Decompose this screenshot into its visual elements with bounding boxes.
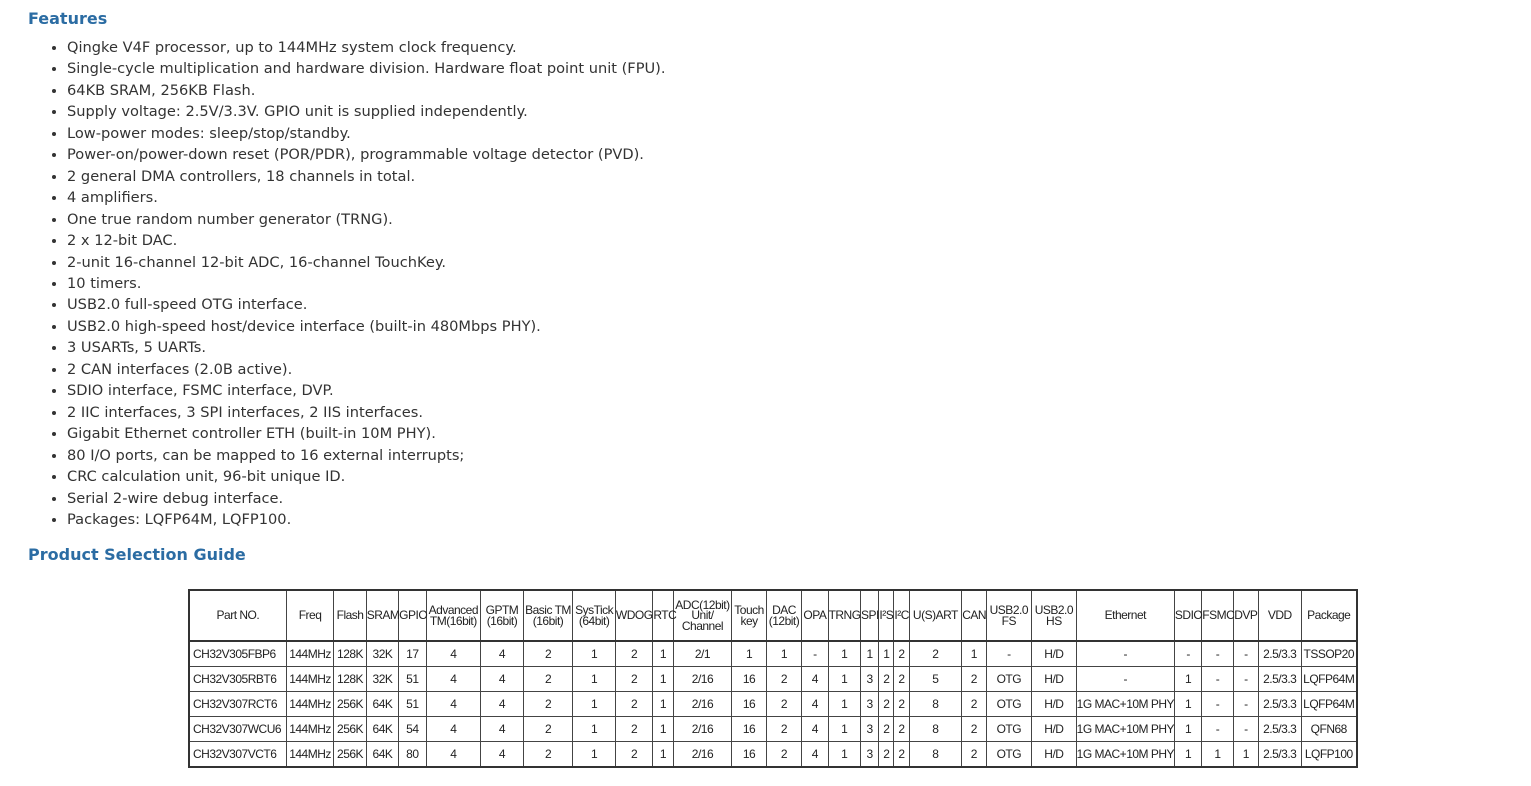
table-cell: 1 bbox=[1233, 742, 1258, 768]
table-cell: H/D bbox=[1032, 717, 1077, 742]
table-cell: - bbox=[802, 641, 828, 667]
column-header: Freq bbox=[286, 590, 334, 641]
column-header: CAN bbox=[962, 590, 986, 641]
table-cell: OTG bbox=[986, 692, 1032, 717]
table-cell: 2 bbox=[962, 717, 986, 742]
table-cell: 2 bbox=[894, 717, 909, 742]
feature-item: • 2 x 12-bit DAC. bbox=[67, 230, 666, 251]
table-cell: 2 bbox=[879, 692, 894, 717]
table-cell: 1 bbox=[732, 641, 766, 667]
table-cell: OTG bbox=[986, 717, 1032, 742]
column-header: TRNG bbox=[828, 590, 860, 641]
feature-item: • Power-on/power-down reset (POR/PDR), programmable voltage detector (PVD). bbox=[67, 144, 666, 165]
table-cell: - bbox=[986, 641, 1032, 667]
feature-item: • Gigabit Ethernet controller ETH (built-in 10M PHY). bbox=[67, 423, 666, 444]
table-cell: 1 bbox=[1174, 717, 1201, 742]
table-cell: 3 bbox=[860, 667, 878, 692]
table-cell: 3 bbox=[860, 742, 878, 768]
table-cell: H/D bbox=[1032, 742, 1077, 768]
table-cell: 2/1 bbox=[673, 641, 732, 667]
part-number-cell: CH32V307WCU6 bbox=[189, 717, 286, 742]
table-cell: 2.5/3.3 bbox=[1258, 667, 1301, 692]
table-cell: 1 bbox=[962, 641, 986, 667]
table-cell: QFN68 bbox=[1301, 717, 1357, 742]
table-cell: 8 bbox=[909, 717, 962, 742]
feature-item: • Qingke V4F processor, up to 144MHz system clock frequency. bbox=[67, 37, 666, 58]
table-cell: 1 bbox=[573, 692, 616, 717]
column-header: Advanced TM(16bit) bbox=[426, 590, 481, 641]
table-cell: 1 bbox=[573, 641, 616, 667]
table-cell: 1 bbox=[1174, 692, 1201, 717]
table-cell: 2 bbox=[615, 717, 652, 742]
table-cell: 128K bbox=[334, 667, 366, 692]
table-cell: 1 bbox=[1174, 742, 1201, 768]
table-cell: 2 bbox=[879, 667, 894, 692]
table-cell: OTG bbox=[986, 742, 1032, 768]
table-cell: 2 bbox=[523, 667, 573, 692]
table-cell: 3 bbox=[860, 692, 878, 717]
table-cell: 144MHz bbox=[286, 641, 334, 667]
column-header: Package bbox=[1301, 590, 1357, 641]
table-cell: 2.5/3.3 bbox=[1258, 717, 1301, 742]
table-cell: 4 bbox=[426, 742, 481, 768]
table-cell: 4 bbox=[481, 667, 524, 692]
part-number-cell: CH32V305RBT6 bbox=[189, 667, 286, 692]
table-row bbox=[189, 742, 1357, 768]
feature-item: • 4 amplifiers. bbox=[67, 187, 666, 208]
table-cell: 1 bbox=[653, 742, 673, 768]
column-header: SDIO bbox=[1174, 590, 1201, 641]
table-cell: 64K bbox=[366, 717, 398, 742]
table-cell: 256K bbox=[334, 717, 366, 742]
table-cell: 2 bbox=[962, 692, 986, 717]
table-cell: 2 bbox=[962, 742, 986, 768]
table-cell: 128K bbox=[334, 641, 366, 667]
feature-item: • 2 general DMA controllers, 18 channels in total. bbox=[67, 166, 666, 187]
feature-item: • 10 timers. bbox=[67, 273, 666, 294]
table-cell: - bbox=[1202, 717, 1233, 742]
table-cell: 2 bbox=[766, 742, 801, 768]
table-cell: 1 bbox=[879, 641, 894, 667]
part-number-cell: CH32V307VCT6 bbox=[189, 742, 286, 768]
table-cell: 2 bbox=[523, 692, 573, 717]
table-cell: 5 bbox=[909, 667, 962, 692]
table-cell: - bbox=[1233, 717, 1258, 742]
table-cell: 2 bbox=[523, 742, 573, 768]
table-cell: 16 bbox=[732, 667, 766, 692]
table-cell: 1G MAC+10M PHY bbox=[1076, 717, 1174, 742]
table-cell: 4 bbox=[426, 667, 481, 692]
table-cell: 1 bbox=[653, 692, 673, 717]
feature-item: • Serial 2-wire debug interface. bbox=[67, 488, 666, 509]
table-cell: 1 bbox=[1202, 742, 1233, 768]
table-cell: H/D bbox=[1032, 667, 1077, 692]
column-header: I²S bbox=[879, 590, 894, 641]
table-cell: 4 bbox=[481, 692, 524, 717]
table-cell: 1 bbox=[828, 641, 860, 667]
table-cell: 1 bbox=[766, 641, 801, 667]
column-header: Part NO. bbox=[189, 590, 286, 641]
table-cell: 1 bbox=[573, 742, 616, 768]
table-cell: LQFP100 bbox=[1301, 742, 1357, 768]
table-cell: 144MHz bbox=[286, 742, 334, 768]
table-cell: 1 bbox=[828, 667, 860, 692]
table-cell: 1 bbox=[573, 667, 616, 692]
table-cell: 2 bbox=[894, 742, 909, 768]
table-cell: 2 bbox=[909, 641, 962, 667]
table-cell: 4 bbox=[426, 692, 481, 717]
column-header: I²C bbox=[894, 590, 909, 641]
table-cell: 2 bbox=[615, 742, 652, 768]
table-cell: 4 bbox=[481, 742, 524, 768]
table-cell: 4 bbox=[802, 717, 828, 742]
column-header: DAC (12bit) bbox=[766, 590, 801, 641]
table-cell: 2 bbox=[894, 641, 909, 667]
table-cell: 1 bbox=[860, 641, 878, 667]
table-cell: LQFP64M bbox=[1301, 667, 1357, 692]
table-cell: 4 bbox=[481, 717, 524, 742]
feature-item: • 2-unit 16-channel 12-bit ADC, 16-channel TouchKey. bbox=[67, 252, 666, 273]
table-cell: 2 bbox=[615, 641, 652, 667]
table-cell: 144MHz bbox=[286, 667, 334, 692]
table-cell: 1 bbox=[653, 717, 673, 742]
table-cell: 32K bbox=[366, 641, 398, 667]
table-cell: 80 bbox=[399, 742, 426, 768]
table-row bbox=[189, 667, 1357, 692]
table-cell: - bbox=[1233, 692, 1258, 717]
table-cell: 1 bbox=[828, 742, 860, 768]
product-selection-table bbox=[188, 589, 1358, 768]
table-cell: 54 bbox=[399, 717, 426, 742]
table-cell: - bbox=[1202, 692, 1233, 717]
table-cell: 1 bbox=[653, 641, 673, 667]
column-header: U(S)ART bbox=[909, 590, 962, 641]
column-header: ADC(12bit) Unit/ Channel bbox=[673, 590, 732, 641]
column-header: Flash bbox=[334, 590, 366, 641]
table-cell: 16 bbox=[732, 692, 766, 717]
feature-item: • One true random number generator (TRNG). bbox=[67, 209, 666, 230]
table-cell: 4 bbox=[802, 692, 828, 717]
column-header: RTC bbox=[653, 590, 673, 641]
table-cell: 2 bbox=[894, 667, 909, 692]
table-cell: 32K bbox=[366, 667, 398, 692]
feature-item: • SDIO interface, FSMC interface, DVP. bbox=[67, 380, 666, 401]
column-header: DVP bbox=[1233, 590, 1258, 641]
feature-item: • USB2.0 high-speed host/device interface (built-in 480Mbps PHY). bbox=[67, 316, 666, 337]
table-row bbox=[189, 717, 1357, 742]
table-cell: 64K bbox=[366, 692, 398, 717]
table-cell: - bbox=[1076, 641, 1174, 667]
table-row bbox=[189, 692, 1357, 717]
table-cell: 1 bbox=[828, 692, 860, 717]
column-header: Basic TM (16bit) bbox=[523, 590, 573, 641]
table-cell: 17 bbox=[399, 641, 426, 667]
feature-item: • Single-cycle multiplication and hardware division. Hardware float point unit (FPU). bbox=[67, 58, 666, 79]
column-header: Touch key bbox=[732, 590, 766, 641]
table-cell: 2/16 bbox=[673, 692, 732, 717]
table-cell: 1G MAC+10M PHY bbox=[1076, 742, 1174, 768]
table-cell: 2 bbox=[766, 692, 801, 717]
table-cell: 2 bbox=[766, 717, 801, 742]
table-cell: - bbox=[1202, 667, 1233, 692]
feature-item: • 64KB SRAM, 256KB Flash. bbox=[67, 80, 666, 101]
table-cell: 2 bbox=[766, 667, 801, 692]
table-cell: 2 bbox=[879, 717, 894, 742]
table-cell: 4 bbox=[426, 717, 481, 742]
features-heading: Features bbox=[28, 9, 108, 28]
feature-item: • 2 CAN interfaces (2.0B active). bbox=[67, 359, 666, 380]
column-header: OPA bbox=[802, 590, 828, 641]
column-header: FSMC bbox=[1202, 590, 1233, 641]
table-cell: 2.5/3.3 bbox=[1258, 692, 1301, 717]
table-cell: 1 bbox=[573, 717, 616, 742]
column-header: USB2.0 HS bbox=[1032, 590, 1077, 641]
table-cell: 16 bbox=[732, 742, 766, 768]
feature-item: • Supply voltage: 2.5V/3.3V. GPIO unit is supplied independently. bbox=[67, 101, 666, 122]
table-cell: OTG bbox=[986, 667, 1032, 692]
table-cell: 2 bbox=[615, 692, 652, 717]
table-cell: TSSOP20 bbox=[1301, 641, 1357, 667]
column-header: USB2.0 FS bbox=[986, 590, 1032, 641]
table-cell: 8 bbox=[909, 692, 962, 717]
table-cell: 2 bbox=[523, 717, 573, 742]
table-cell: 16 bbox=[732, 717, 766, 742]
table-cell: 1 bbox=[653, 667, 673, 692]
column-header: SysTick (64bit) bbox=[573, 590, 616, 641]
table-cell: - bbox=[1202, 641, 1233, 667]
column-header: Ethernet bbox=[1076, 590, 1174, 641]
table-cell: LQFP64M bbox=[1301, 692, 1357, 717]
table-cell: 2/16 bbox=[673, 667, 732, 692]
table-cell: - bbox=[1233, 667, 1258, 692]
table-cell: 2 bbox=[615, 667, 652, 692]
table-cell: 2 bbox=[962, 667, 986, 692]
table-cell: 144MHz bbox=[286, 692, 334, 717]
table-cell: H/D bbox=[1032, 692, 1077, 717]
features-list bbox=[48, 37, 666, 530]
table-cell: 8 bbox=[909, 742, 962, 768]
table-cell: 1 bbox=[828, 717, 860, 742]
feature-item: • 3 USARTs, 5 UARTs. bbox=[67, 337, 666, 358]
table-cell: H/D bbox=[1032, 641, 1077, 667]
table-cell: 4 bbox=[802, 742, 828, 768]
feature-item: • CRC calculation unit, 96-bit unique ID. bbox=[67, 466, 666, 487]
table-cell: 2/16 bbox=[673, 742, 732, 768]
part-number-cell: CH32V305FBP6 bbox=[189, 641, 286, 667]
column-header: GPIO bbox=[399, 590, 426, 641]
table-cell: 2 bbox=[894, 692, 909, 717]
column-header: SRAM bbox=[366, 590, 398, 641]
table-cell: 4 bbox=[426, 641, 481, 667]
table-cell: - bbox=[1233, 641, 1258, 667]
table-cell: 3 bbox=[860, 717, 878, 742]
feature-item: • Low-power modes: sleep/stop/standby. bbox=[67, 123, 666, 144]
column-header: WDOG bbox=[615, 590, 652, 641]
table-cell: 4 bbox=[802, 667, 828, 692]
table-cell: 144MHz bbox=[286, 717, 334, 742]
table-cell: 2 bbox=[523, 641, 573, 667]
column-header: SPI bbox=[860, 590, 878, 641]
part-number-cell: CH32V307RCT6 bbox=[189, 692, 286, 717]
table-cell: 51 bbox=[399, 667, 426, 692]
table-cell: 256K bbox=[334, 692, 366, 717]
feature-item: • Packages: LQFP64M, LQFP100. bbox=[67, 509, 666, 530]
table-cell: - bbox=[1174, 641, 1201, 667]
table-row bbox=[189, 641, 1357, 667]
table-header-row bbox=[189, 590, 1357, 641]
table-cell: 2/16 bbox=[673, 717, 732, 742]
table-cell: 2 bbox=[879, 742, 894, 768]
column-header: GPTM (16bit) bbox=[481, 590, 524, 641]
feature-item: • 80 I/O ports, can be mapped to 16 external interrupts; bbox=[67, 445, 666, 466]
table-cell: 2.5/3.3 bbox=[1258, 742, 1301, 768]
table-cell: - bbox=[1076, 667, 1174, 692]
table-cell: 4 bbox=[481, 641, 524, 667]
table-cell: 64K bbox=[366, 742, 398, 768]
table-cell: 51 bbox=[399, 692, 426, 717]
table-cell: 1G MAC+10M PHY bbox=[1076, 692, 1174, 717]
product-selection-guide-heading: Product Selection Guide bbox=[28, 545, 246, 564]
feature-item: • 2 IIC interfaces, 3 SPI interfaces, 2 IIS interfaces. bbox=[67, 402, 666, 423]
table-cell: 256K bbox=[334, 742, 366, 768]
table-cell: 2.5/3.3 bbox=[1258, 641, 1301, 667]
column-header: VDD bbox=[1258, 590, 1301, 641]
table-cell: 1 bbox=[1174, 667, 1201, 692]
feature-item: • USB2.0 full-speed OTG interface. bbox=[67, 294, 666, 315]
